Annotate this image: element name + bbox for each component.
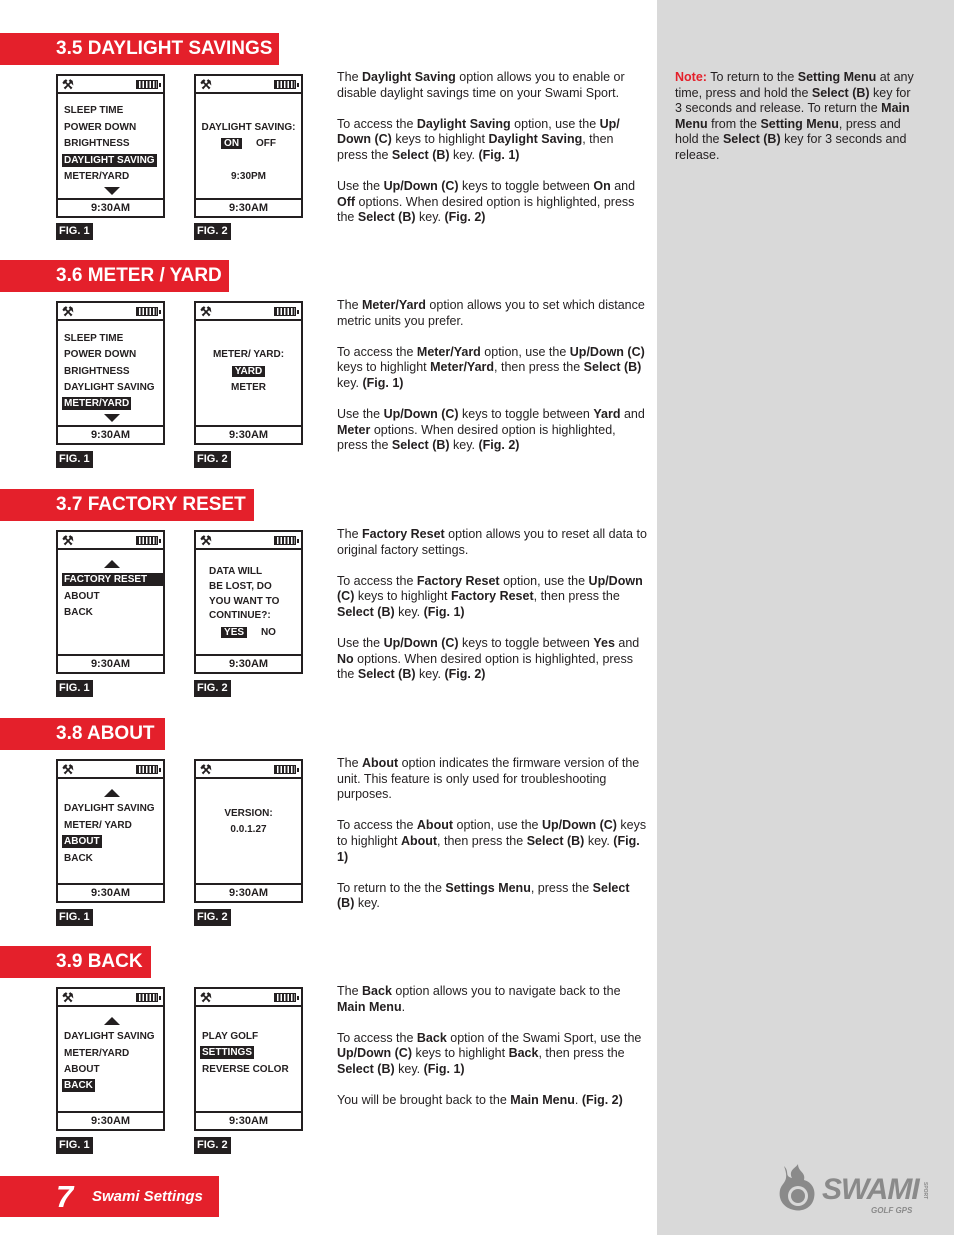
device-screen-fig2: ⚒ METER/ YARD: YARD METER 9:30AM — [194, 301, 303, 445]
sidebar-panel — [657, 0, 954, 1235]
section-text: The About option indicates the firmware version of the unit. This feature is only used for troubleshooting purposes. To access the About option, use the Up/Down (C) keys to highlight About, then press the Select (B) key. (Fig. 1) To return to the the Settings Menu, press the Select (B) key. — [337, 756, 647, 911]
battery-icon — [136, 80, 158, 89]
device-screen-fig2: ⚒ DATA WILL BE LOST, DO YOU WANT TO CONTINUE?: YES NO 9:30AM — [194, 530, 303, 674]
satellite-icon: ⚒ — [62, 304, 74, 319]
section-heading-back: 3.9 BACK — [0, 946, 151, 978]
satellite-icon: ⚒ — [62, 762, 74, 777]
fig2-label: FIG. 2 — [194, 223, 231, 240]
page-number: 7 — [56, 1179, 74, 1214]
fig2-label: FIG. 2 — [194, 1137, 231, 1154]
device-screen-fig1: ⚒ DAYLIGHT SAVING METER/ YARD ABOUT BACK 9:30AM — [56, 759, 165, 903]
satellite-icon: ⚒ — [200, 533, 212, 548]
arrow-down-icon — [104, 187, 120, 195]
section-text: The Factory Reset option allows you to reset all data to original factory settings. To access the Factory Reset option, use the Up/Down (C) keys to highlight Factory Reset, then press the Select (B) key. (Fig. 1) Use the Up/Down (C) keys to toggle between Yes and No options. When desired option is highlighted, press the Select (B) key. (Fig. 2) — [337, 527, 647, 682]
fig2-label: FIG. 2 — [194, 909, 231, 926]
section-heading-about: 3.8 ABOUT — [0, 718, 165, 750]
battery-icon — [136, 993, 158, 1002]
fig1-label: FIG. 1 — [56, 1137, 93, 1154]
fig1-label: FIG. 1 — [56, 223, 93, 240]
note-text: Note: To return to the Setting Menu at any time, press and hold the Select (B) key for 3 seconds and release. To return the Main Menu from the Setting Menu, press and hold the Select (B) key for 3 seconds and release. — [675, 70, 914, 162]
section-text: The Meter/Yard option allows you to set which distance metric units you prefer. To access the Meter/Yard option, use the Up/Down (C) keys to highlight Meter/Yard, then press the Select (B) key. (Fig. 1) Use the Up/Down (C) keys to toggle between Yard and Meter options. When desired option is highlighted, press the Select (B) key. (Fig. 2) — [337, 298, 645, 453]
footer-bar — [0, 1176, 219, 1217]
arrow-up-icon — [104, 789, 120, 797]
arrow-up-icon — [104, 1017, 120, 1025]
arrow-down-icon — [104, 414, 120, 422]
battery-icon — [274, 307, 296, 316]
battery-icon — [274, 765, 296, 774]
fig1-label: FIG. 1 — [56, 451, 93, 468]
battery-icon — [136, 765, 158, 774]
device-screen-fig2: ⚒ VERSION: 0.0.1.27 9:30AM — [194, 759, 303, 903]
satellite-icon: ⚒ — [200, 77, 212, 92]
section-text: The Back option allows you to navigate back to the Main Menu. To access the Back option of the Swami Sport, use the Up/Down (C) keys to highlight Back, then press the Select (B) key. (Fig. 1) You will be brought back to the Main Menu. (Fig. 2) — [337, 984, 642, 1108]
footer-title: Swami Settings — [92, 1188, 203, 1205]
battery-icon — [274, 80, 296, 89]
device-screen-fig2: ⚒ PLAY GOLF SETTINGS REVERSE COLOR 9:30AM — [194, 987, 303, 1131]
battery-icon — [136, 536, 158, 545]
arrow-up-icon — [104, 560, 120, 568]
section-heading-factory-reset: 3.7 FACTORY RESET — [0, 489, 254, 521]
satellite-icon: ⚒ — [62, 990, 74, 1005]
device-screen-fig1: ⚒ FACTORY RESET ABOUT BACK 9:30AM — [56, 530, 165, 674]
device-screen-fig1: ⚒ DAYLIGHT SAVING METER/YARD ABOUT BACK 9:30AM — [56, 987, 165, 1131]
battery-icon — [274, 993, 296, 1002]
swami-logo: SWAMI SPORT GOLF GPS — [776, 1160, 936, 1220]
device-screen-fig2: ⚒ DAYLIGHT SAVING: ON OFF 9:30PM 9:30AM — [194, 74, 303, 218]
satellite-icon: ⚒ — [200, 762, 212, 777]
satellite-icon: ⚒ — [62, 77, 74, 92]
section-text: The Daylight Saving option allows you to enable or disable daylight savings time on your Swami Sport. To access the Daylight Saving option, use the Up/ Down (C) keys to highlight Daylight Saving, then press the Select (B) key. (Fig. 1) Use the Up/Down (C) keys to toggle between On and Off options. When desired option is highlighted, press the Select (B) key. (Fig. 2) — [337, 70, 636, 225]
battery-icon — [274, 536, 296, 545]
fig2-label: FIG. 2 — [194, 680, 231, 697]
device-screen-fig1: ⚒ SLEEP TIME POWER DOWN BRIGHTNESS DAYLIGHT SAVING METER/YARD 9:30AM — [56, 74, 165, 218]
fig2-label: FIG. 2 — [194, 451, 231, 468]
section-heading-daylight-savings: 3.5 DAYLIGHT SAVINGS — [0, 33, 279, 65]
satellite-icon: ⚒ — [200, 990, 212, 1005]
flame-icon — [776, 1164, 822, 1214]
battery-icon — [136, 307, 158, 316]
satellite-icon: ⚒ — [62, 533, 74, 548]
fig1-label: FIG. 1 — [56, 909, 93, 926]
section-heading-meter-yard: 3.6 METER / YARD — [0, 260, 229, 292]
satellite-icon: ⚒ — [200, 304, 212, 319]
device-screen-fig1: ⚒ SLEEP TIME POWER DOWN BRIGHTNESS DAYLIGHT SAVING METER/YARD 9:30AM — [56, 301, 165, 445]
fig1-label: FIG. 1 — [56, 680, 93, 697]
